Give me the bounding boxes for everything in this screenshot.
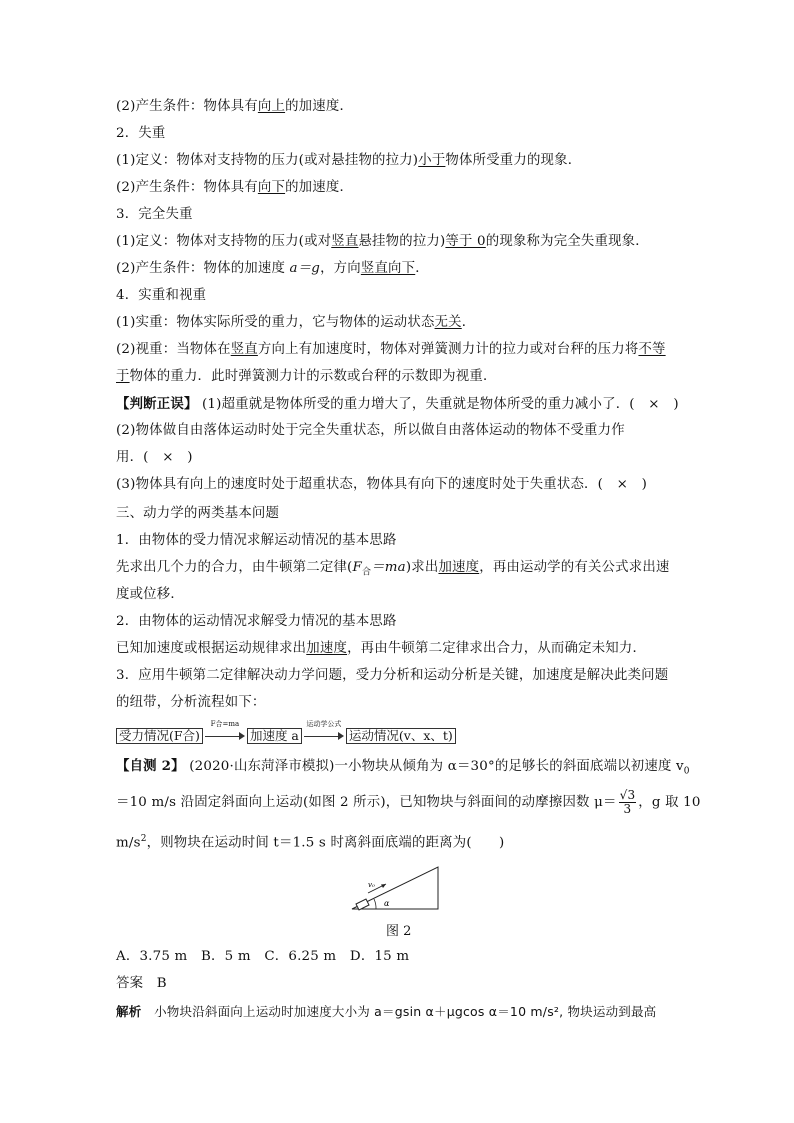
underlined-answer: 于 bbox=[116, 369, 130, 384]
text-line bbox=[116, 789, 701, 816]
flow-box-force: 受力情况(F合) bbox=[116, 728, 203, 744]
underlined-answer: 小于 bbox=[418, 153, 446, 168]
text-line: 3．应用牛顿第二定律解决动力学问题，受力分析和运动分析是关键，加速度是解决此类问题 bbox=[116, 668, 669, 683]
text-line: (3)物体具有向上的速度时处于超重状态，物体具有向下的速度时处于失重状态．( × ) bbox=[116, 477, 648, 492]
arrow-right-icon bbox=[239, 732, 245, 740]
text-line bbox=[116, 830, 504, 852]
underlined-answer: 不等 bbox=[638, 342, 666, 357]
text-span: (1)超重就是物体所受的重力增大了，失重就是物体所受的重力减小了．( × ) bbox=[197, 397, 679, 412]
underlined-answer: 加速度 bbox=[306, 641, 348, 656]
text-line bbox=[116, 179, 353, 197]
fraction bbox=[619, 789, 637, 816]
formula: a＝g bbox=[289, 261, 321, 276]
text-span: 的加速度． bbox=[285, 180, 354, 195]
text-line bbox=[116, 98, 353, 116]
self-test-tag: 【自测 2】 bbox=[116, 758, 185, 774]
text-span: (1)定义：物体对支持物的压力(或对 bbox=[116, 234, 332, 249]
text-line bbox=[116, 757, 690, 781]
text-span: ，再由运动学的有关公式求出速 bbox=[479, 560, 670, 575]
flow-arrow bbox=[203, 719, 247, 743]
fraction-numerator: √3 bbox=[619, 788, 636, 802]
fraction-denominator: 3 bbox=[623, 802, 632, 816]
answer-choices: A．3.75 m B．5 m C．6.25 m D．15 m bbox=[116, 949, 410, 964]
text-span: 方向上有加速度时，物体对弹簧测力计的拉力或对台秤的压力将 bbox=[257, 342, 639, 357]
text-span: ． bbox=[461, 315, 476, 330]
answer-line: 答案 B bbox=[116, 976, 167, 991]
text-span: 先求出几个力的合力，由牛顿第二定律( bbox=[116, 560, 353, 575]
formula: ＝ma bbox=[371, 560, 406, 575]
explanation-line bbox=[116, 1003, 656, 1021]
superscript: 2 bbox=[140, 834, 147, 844]
flow-arrow bbox=[302, 719, 346, 743]
flow-box-motion: 运动情况(v、x、t) bbox=[346, 728, 456, 744]
text-span: m/s bbox=[116, 835, 141, 851]
underlined-answer: 向上 bbox=[257, 99, 286, 114]
text-span: (2)产生条件：物体具有 bbox=[116, 180, 258, 195]
judgement-tag: 【判断正误】 bbox=[116, 396, 198, 412]
text-span: 悬挂物的拉力) bbox=[358, 234, 446, 249]
figure-caption: 图 2 bbox=[386, 924, 412, 939]
subscript: 0 bbox=[683, 766, 690, 777]
velocity-label: v₀ bbox=[368, 881, 375, 889]
text-line: (2)物体做自由落体运动时处于完全失重状态，所以做自由落体运动的物体不受重力作 bbox=[116, 423, 625, 438]
flow-arrow-label: 运动学公式 bbox=[306, 719, 342, 728]
underlined-answer: 加速度 bbox=[438, 560, 480, 575]
section-heading: 4．实重和视重 bbox=[116, 288, 207, 303]
text-span: (2)产生条件：物体的加速度 bbox=[116, 261, 290, 276]
underlined-answer: 无关 bbox=[434, 315, 462, 330]
text-line bbox=[116, 559, 670, 582]
text-span: 物体所受重力的现象． bbox=[445, 153, 582, 168]
text-span: 物体的重力．此时弹簧测力计的示数或台秤的示数即为视重． bbox=[129, 369, 497, 384]
incline-figure bbox=[350, 865, 442, 913]
underlined-answer: 竖直 bbox=[331, 234, 359, 249]
text-line bbox=[116, 233, 649, 251]
text-line bbox=[116, 314, 475, 332]
text-span: ． bbox=[415, 261, 429, 276]
text-span: (2020·山东菏泽市模拟)一小物块从倾角为 α＝30°的足够长的斜面底端以初速度 v bbox=[184, 759, 684, 774]
formula: F bbox=[352, 560, 362, 575]
section-heading: 2．由物体的运动情况求解受力情况的基本思路 bbox=[116, 614, 397, 629]
text-line bbox=[116, 368, 497, 386]
analysis-flowchart bbox=[116, 719, 456, 743]
subscript: 合 bbox=[361, 567, 372, 578]
text-line bbox=[116, 260, 429, 278]
text-line bbox=[116, 152, 581, 170]
text-span: (2)视重：当物体在 bbox=[116, 342, 231, 357]
text-span: 的现象称为完全失重现象． bbox=[485, 234, 649, 249]
text-span: (1)实重：物体实际所受的重力，它与物体的运动状态 bbox=[116, 315, 435, 330]
text-line bbox=[116, 640, 646, 658]
text-span: ，则物块在运动时间 t＝1.5 s 时离斜面底端的距离为( ) bbox=[146, 835, 505, 851]
underlined-answer: 等于 0 bbox=[445, 234, 486, 249]
underlined-answer: 竖直 bbox=[230, 342, 258, 357]
angle-label: α bbox=[384, 899, 390, 908]
underlined-answer: 向下 bbox=[257, 180, 286, 195]
underlined-answer: 竖直向下 bbox=[360, 261, 416, 276]
text-line: 用．( × ) bbox=[116, 450, 193, 465]
arrow-right-icon bbox=[338, 732, 344, 740]
explanation-tag: 解析 bbox=[116, 1004, 142, 1019]
flow-arrow-label: F合=ma bbox=[210, 719, 240, 728]
text-span: 已知加速度或根据运动规律求出 bbox=[116, 641, 307, 656]
text-span: (2)产生条件：物体具有 bbox=[116, 99, 258, 114]
text-span: ，方向 bbox=[320, 261, 361, 276]
text-line bbox=[116, 341, 666, 359]
text-span: ，g 取 10 bbox=[638, 795, 701, 810]
text-span: )求出 bbox=[405, 560, 439, 575]
flow-box-acceleration: 加速度 a bbox=[247, 728, 302, 744]
angle-arc bbox=[374, 899, 376, 909]
section-heading: 2．失重 bbox=[116, 126, 166, 141]
section-heading: 1．由物体的受力情况求解运动情况的基本思路 bbox=[116, 533, 397, 548]
text-span: (1)定义：物体对支持物的压力(或对悬挂物的拉力) bbox=[116, 153, 419, 168]
section-heading: 三、动力学的两类基本问题 bbox=[116, 506, 280, 521]
section-heading: 3．完全失重 bbox=[116, 207, 193, 222]
text-span: 小物块沿斜面向上运动时加速度大小为 a＝gsin α＋μgcos α＝10 m/s², 物块运动到最高 bbox=[141, 1004, 657, 1019]
text-line bbox=[116, 395, 679, 414]
block-shape bbox=[356, 899, 369, 910]
text-span: ＝10 m/s 沿固定斜面向上运动(如图 2 所示)，已知物块与斜面间的动摩擦因数 μ＝ bbox=[116, 795, 617, 810]
text-line: 度或位移． bbox=[116, 587, 184, 602]
text-span: 的加速度． bbox=[285, 99, 354, 114]
text-line: 的纽带，分析流程如下： bbox=[116, 695, 266, 710]
text-span: ，再由牛顿第二定律求出合力，从而确定未知力． bbox=[347, 641, 647, 656]
